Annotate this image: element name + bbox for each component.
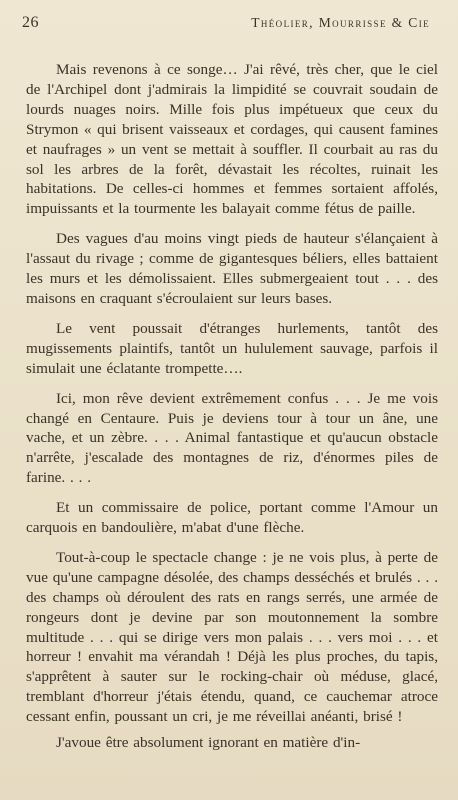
paragraph: Le vent poussait d'étranges hurlements, tantôt des mugissements plaintifs, tantôt un hululement sauvage, parfois il simulait une éclatante trompette…. — [26, 319, 438, 377]
paragraph: Et un commissaire de police, portant comme l'Amour un carquois en bandoulière, m'abat d'une flèche. — [26, 499, 438, 537]
paragraph: Ici, mon rêve devient extrêmement confus . . . Je me vois changé en Centaure. Puis je deviens tour à tour un âne, une vache, et un zèbre. . . . Animal fantastique et qu'aucun obstacle n'arrête, j'escalade des montagnes de riz, d'énormes piles de farine. . . . — [26, 389, 438, 487]
paragraph: J'avoue être absolument ignorant en matière d'in- — [56, 734, 361, 752]
page-header — [22, 14, 438, 36]
paragraph: Mais revenons à ce songe… J'ai rêvé, très cher, que le ciel de l'Archipel dont j'admirais la limpidité se couvrait soudain de lourds nuages noirs. Mille fois plus impétueux que ceux du Strymon « qui brisent vaisseaux et cordages, qui causent famines et naufrages » un vent se mettait à souffler. Il courbait au ras du sol les arbres de la forêt, dévastait les récoltes, ruinait les habitations. De celles-ci hommes et femmes sortaient affolés, impuissants et la tourmente les balayait comme fétus de paille. — [26, 61, 438, 218]
page-number: 26 — [22, 14, 39, 31]
paragraph: Des vagues d'au moins vingt pieds de hauteur s'élançaient à l'assaut du rivage ; comme de gigantesques béliers, elles battaient les murs et les démolissaient. Elles submergeaient tout . . . des maisons en craquant s'écroulaient sur leurs bases. — [26, 230, 438, 307]
running-head: Théolier, Mourrisse & Cie — [251, 15, 430, 30]
body-text — [26, 60, 438, 753]
paragraph: Tout-à-coup le spectacle change : je ne vois plus, à perte de vue qu'une campagne désolée, des champs desséchés et brulés . . . des champs où déroulent des rats en rangs serrés, une armée de rongeurs dont je devine par son moutonnement la sombre multitude . . . qui se dirige vers mon palais . . . vers moi . . . et horreur ! envahit ma vérandah ! Déjà les plus proches, du tapis, s'apprêtent à sauter sur le rocking-chair où méduse, glacé, tremblant d'horreur j'étais étendu, quand, ce cauchemar atroce cessant enfin, poussant un cri, je me réveillai anéanti, brisé ! — [26, 548, 438, 726]
